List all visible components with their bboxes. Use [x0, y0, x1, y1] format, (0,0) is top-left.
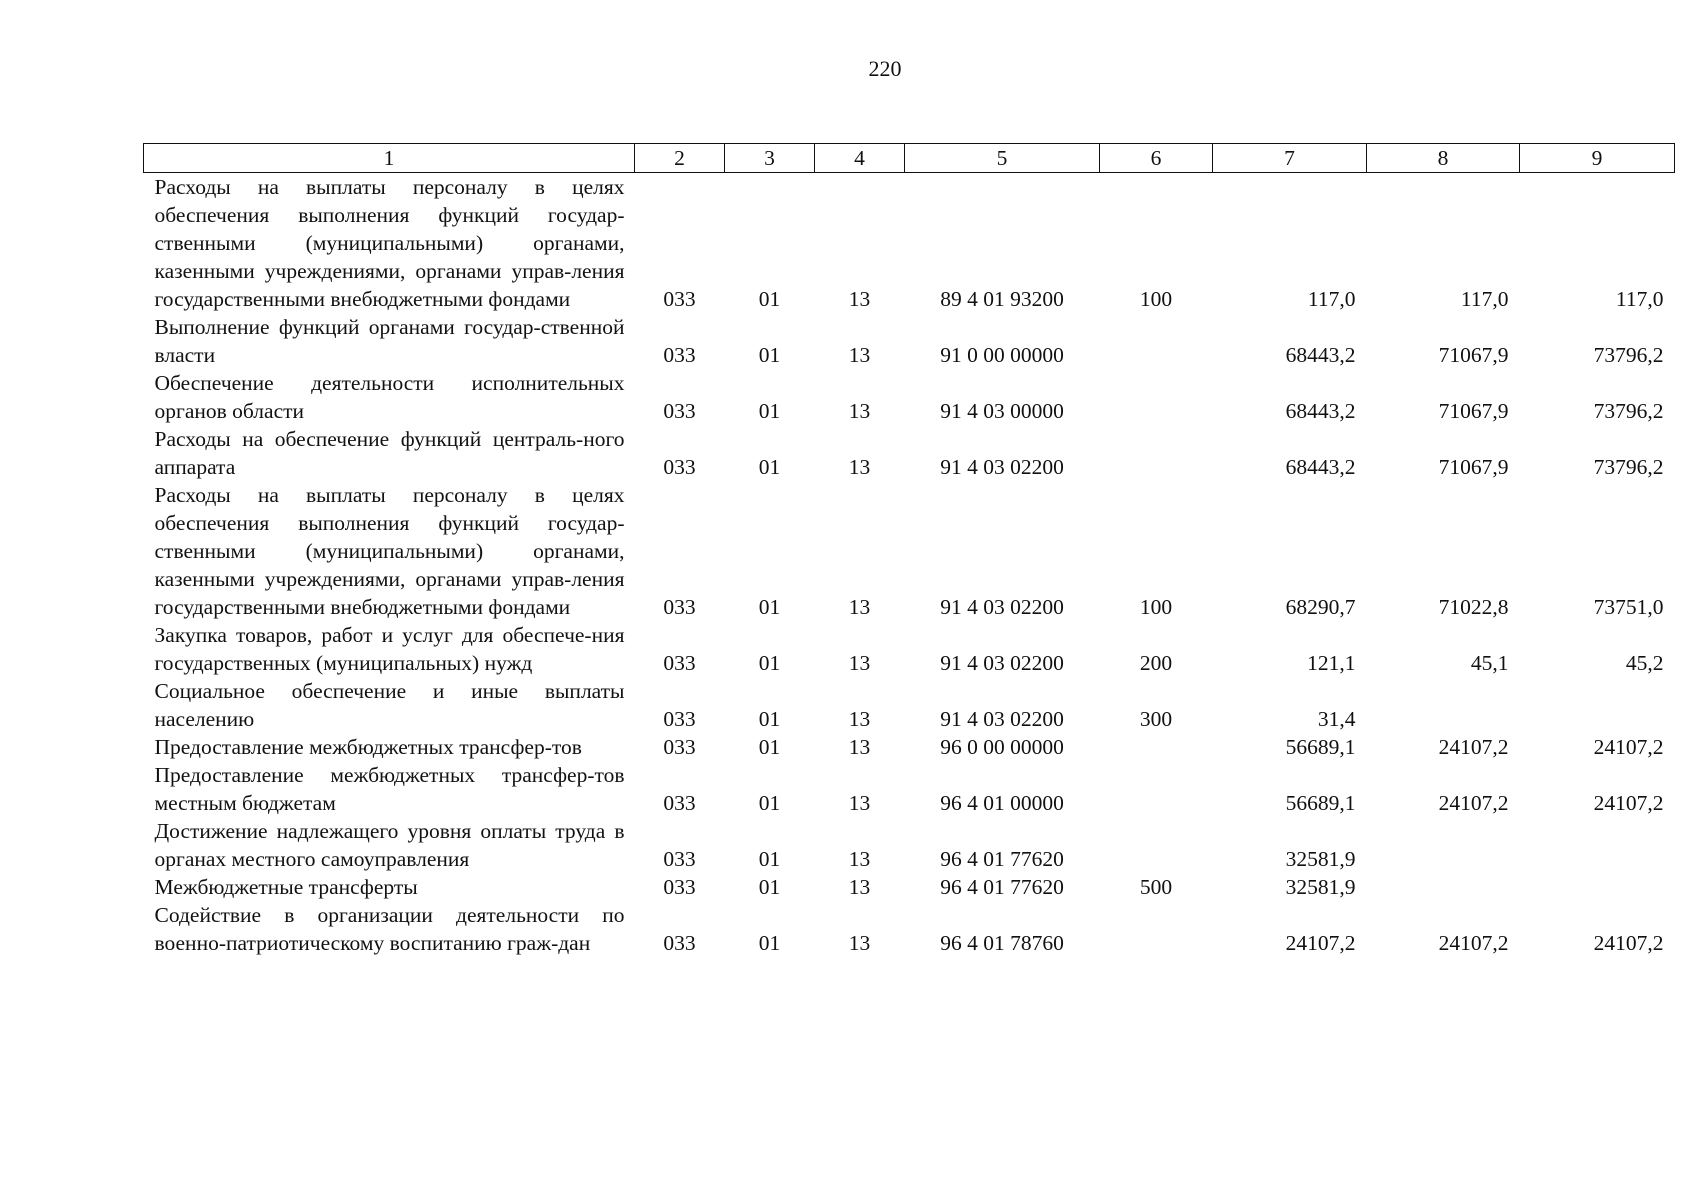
- row-amount-col7-cell: 24107,2: [1285, 931, 1356, 955]
- row-target-article-cell: 91 4 03 02200: [940, 595, 1064, 619]
- row-amount-col8-cell: [1367, 677, 1520, 733]
- row-name-cell: Предоставление межбюджетных трансфер-тов местным бюджетам: [154, 763, 625, 815]
- row-name-cell: Социальное обеспечение и иные выплаты населению: [154, 679, 625, 731]
- row-amount-col7-cell: 68290,7: [1285, 595, 1356, 619]
- row-amount-col9-cell: [1520, 677, 1675, 733]
- row-subsection-cell: 13: [848, 399, 871, 423]
- table-row: [144, 873, 1675, 901]
- table-row: [144, 761, 1675, 817]
- row-target-article-cell: 91 0 00 00000: [940, 343, 1064, 367]
- row-subsection-cell: 13: [848, 595, 871, 619]
- row-section-cell: 01: [758, 595, 781, 619]
- column-header-3: 3: [725, 144, 815, 173]
- row-target-article-cell: 91 4 03 00000: [940, 399, 1064, 423]
- table-row: [144, 901, 1675, 957]
- row-subsection-cell: 13: [848, 455, 871, 479]
- row-amount-col8-cell: 71067,9: [1438, 343, 1509, 367]
- row-target-article-cell: 89 4 01 93200: [940, 287, 1064, 311]
- row-amount-col9-cell: 73796,2: [1593, 399, 1664, 423]
- row-target-article-cell: 91 4 03 02200: [940, 707, 1064, 731]
- row-amount-col9-cell: 73796,2: [1593, 455, 1664, 479]
- row-section-cell: 01: [758, 651, 781, 675]
- row-amount-col7-cell: 68443,2: [1285, 399, 1356, 423]
- row-amount-col8-cell: [1367, 873, 1520, 901]
- row-section-cell: 01: [758, 847, 781, 871]
- row-name-cell: Выполнение функций органами государ-ственной власти: [154, 315, 625, 367]
- row-subsection-cell: 13: [848, 287, 871, 311]
- row-amount-col7-cell: 68443,2: [1285, 343, 1356, 367]
- row-amount-col8-cell: 71067,9: [1438, 455, 1509, 479]
- row-target-article-cell: 96 0 00 00000: [940, 735, 1064, 759]
- row-amount-col7-cell: 32581,9: [1285, 847, 1356, 871]
- row-expense-type-cell: [1100, 901, 1213, 957]
- row-target-article-cell: 91 4 03 02200: [940, 455, 1064, 479]
- row-subsection-cell: 13: [848, 707, 871, 731]
- row-subsection-cell: 13: [848, 931, 871, 955]
- row-name-cell: Предоставление межбюджетных трансфер-тов: [154, 735, 582, 759]
- row-subsection-cell: 13: [848, 847, 871, 871]
- table-row: [144, 481, 1675, 621]
- row-expense-type-cell: 100: [1139, 287, 1173, 311]
- column-header-2: 2: [635, 144, 725, 173]
- row-grbs-cell: 033: [663, 735, 696, 759]
- row-amount-col8-cell: 117,0: [1460, 287, 1509, 311]
- column-header-1: 1: [144, 144, 635, 173]
- row-grbs-cell: 033: [663, 875, 696, 899]
- table-header: [144, 144, 1675, 173]
- table-row: [144, 817, 1675, 873]
- row-name-cell: Содействие в организации деятельности по военно-патриотическому воспитанию граж-дан: [154, 903, 625, 955]
- row-amount-col7-cell: 32581,9: [1285, 875, 1356, 899]
- header-row: [144, 144, 1675, 173]
- row-amount-col9-cell: 24107,2: [1593, 791, 1664, 815]
- row-amount-col7-cell: 117,0: [1307, 287, 1356, 311]
- row-expense-type-cell: [1100, 313, 1213, 369]
- row-amount-col9-cell: [1520, 873, 1675, 901]
- column-header-7: 7: [1213, 144, 1367, 173]
- row-name-cell: Закупка товаров, работ и услуг для обеспече-ния государственных (муниципальных) нужд: [154, 623, 625, 675]
- row-amount-col8-cell: 71022,8: [1438, 595, 1509, 619]
- page-number: 220: [868, 56, 902, 81]
- row-name-cell: Расходы на выплаты персоналу в целях обеспечения выполнения функций государ-ственными (муниципальными) органами, казенными учреждениями, органами управ-ления государственными внебюджетными фондами: [154, 483, 625, 619]
- row-grbs-cell: 033: [663, 651, 696, 675]
- row-target-article-cell: 96 4 01 78760: [940, 931, 1064, 955]
- row-expense-type-cell: [1100, 369, 1213, 425]
- row-amount-col8-cell: 24107,2: [1438, 931, 1509, 955]
- row-grbs-cell: 033: [663, 455, 696, 479]
- row-subsection-cell: 13: [848, 651, 871, 675]
- table-row: [144, 173, 1675, 314]
- row-section-cell: 01: [758, 875, 781, 899]
- row-section-cell: 01: [758, 399, 781, 423]
- column-header-5: 5: [905, 144, 1100, 173]
- row-amount-col8-cell: 24107,2: [1438, 735, 1509, 759]
- row-subsection-cell: 13: [848, 875, 871, 899]
- table-row: [144, 313, 1675, 369]
- row-expense-type-cell: 500: [1139, 875, 1173, 899]
- row-subsection-cell: 13: [848, 791, 871, 815]
- row-name-cell: Обеспечение деятельности исполнительных органов области: [154, 371, 625, 423]
- row-name-cell: Межбюджетные трансферты: [154, 875, 418, 899]
- row-name-cell: Расходы на обеспечение функций централь-ного аппарата: [154, 427, 625, 479]
- row-target-article-cell: 96 4 01 77620: [940, 847, 1064, 871]
- row-amount-col8-cell: 45,1: [1470, 651, 1509, 675]
- row-amount-col9-cell: 73796,2: [1593, 343, 1664, 367]
- row-amount-col8-cell: [1367, 817, 1520, 873]
- row-grbs-cell: 033: [663, 847, 696, 871]
- row-section-cell: 01: [758, 735, 781, 759]
- row-grbs-cell: 033: [663, 791, 696, 815]
- row-grbs-cell: 033: [663, 595, 696, 619]
- table-row: [144, 425, 1675, 481]
- row-name-cell: Расходы на выплаты персоналу в целях обеспечения выполнения функций государ-ственными (муниципальными) органами, казенными учреждениями, органами управ-ления государственными внебюджетными фондами: [154, 175, 625, 311]
- row-name-cell: Достижение надлежащего уровня оплаты труда в органах местного самоуправления: [154, 819, 625, 871]
- row-amount-col7-cell: 56689,1: [1285, 735, 1356, 759]
- row-grbs-cell: 033: [663, 287, 696, 311]
- row-amount-col9-cell: 24107,2: [1593, 735, 1664, 759]
- row-target-article-cell: 91 4 03 02200: [940, 651, 1064, 675]
- column-header-4: 4: [815, 144, 905, 173]
- column-header-9: 9: [1520, 144, 1675, 173]
- row-amount-col9-cell: 117,0: [1615, 287, 1664, 311]
- row-expense-type-cell: [1100, 761, 1213, 817]
- row-section-cell: 01: [758, 931, 781, 955]
- row-subsection-cell: 13: [848, 343, 871, 367]
- row-grbs-cell: 033: [663, 931, 696, 955]
- row-amount-col7-cell: 56689,1: [1285, 791, 1356, 815]
- table-row: [144, 733, 1675, 761]
- row-amount-col7-cell: 68443,2: [1285, 455, 1356, 479]
- row-target-article-cell: 96 4 01 77620: [940, 875, 1064, 899]
- column-header-6: 6: [1100, 144, 1213, 173]
- row-subsection-cell: 13: [848, 735, 871, 759]
- row-section-cell: 01: [758, 287, 781, 311]
- row-expense-type-cell: [1100, 425, 1213, 481]
- column-header-8: 8: [1367, 144, 1520, 173]
- row-amount-col9-cell: [1520, 817, 1675, 873]
- row-amount-col7-cell: 31,4: [1317, 707, 1356, 731]
- row-expense-type-cell: [1100, 817, 1213, 873]
- table-body: [144, 173, 1675, 958]
- row-target-article-cell: 96 4 01 00000: [940, 791, 1064, 815]
- row-expense-type-cell: 100: [1139, 595, 1173, 619]
- row-section-cell: 01: [758, 791, 781, 815]
- row-expense-type-cell: 300: [1139, 707, 1173, 731]
- row-amount-col9-cell: 45,2: [1625, 651, 1664, 675]
- row-grbs-cell: 033: [663, 343, 696, 367]
- row-section-cell: 01: [758, 343, 781, 367]
- table-row: [144, 369, 1675, 425]
- table-row: [144, 621, 1675, 677]
- row-section-cell: 01: [758, 455, 781, 479]
- row-section-cell: 01: [758, 707, 781, 731]
- row-amount-col9-cell: 24107,2: [1593, 931, 1664, 955]
- row-amount-col8-cell: 71067,9: [1438, 399, 1509, 423]
- row-expense-type-cell: 200: [1139, 651, 1173, 675]
- row-grbs-cell: 033: [663, 707, 696, 731]
- row-expense-type-cell: [1100, 733, 1213, 761]
- budget-table: [143, 143, 1675, 957]
- row-amount-col7-cell: 121,1: [1307, 651, 1356, 675]
- table-row: [144, 677, 1675, 733]
- row-grbs-cell: 033: [663, 399, 696, 423]
- row-amount-col8-cell: 24107,2: [1438, 791, 1509, 815]
- row-amount-col9-cell: 73751,0: [1593, 595, 1664, 619]
